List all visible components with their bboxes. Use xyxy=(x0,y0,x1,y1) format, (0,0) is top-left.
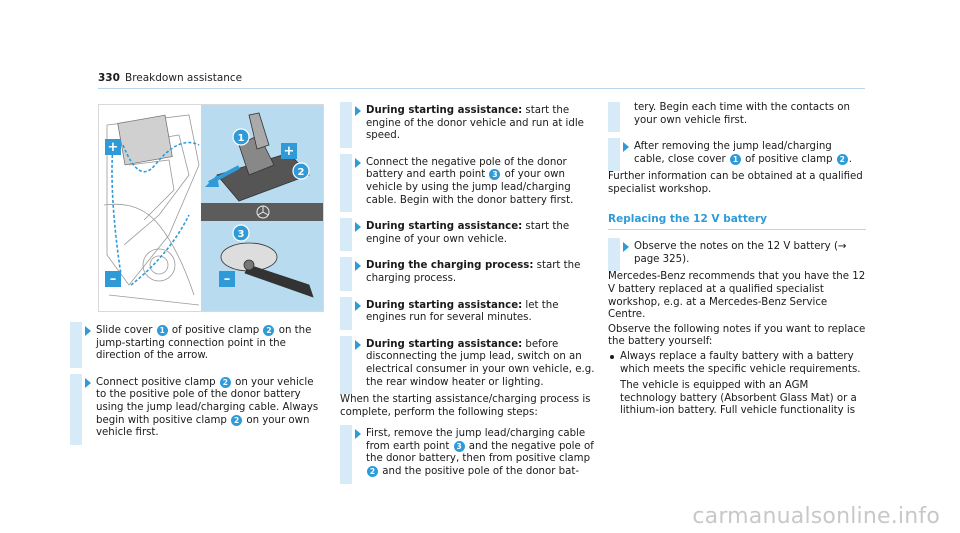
bullet-sub-paragraph: The vehicle is equipped with an AGM technology battery (Absorbent Glass Mat) or a lithium-ion battery. Full vehicle functionality is xyxy=(620,380,857,417)
paragraph: When the starting assistance/charging process is complete, perform the following steps: xyxy=(340,394,591,418)
step-arrow-icon xyxy=(355,106,361,116)
column-left xyxy=(70,322,324,445)
column-right xyxy=(608,102,866,418)
step-bar xyxy=(70,322,82,368)
minus-tag-left: – xyxy=(109,272,117,287)
callout-badge: 2 xyxy=(220,377,231,388)
callout-badge: 2 xyxy=(231,415,242,426)
step-arrow-icon xyxy=(355,261,361,271)
step-arrow-icon xyxy=(623,142,629,152)
step-bar xyxy=(608,102,620,132)
page-header xyxy=(98,72,865,88)
step-bar xyxy=(608,138,620,171)
section-title: Breakdown assistance xyxy=(125,72,243,84)
step-bar xyxy=(340,102,352,148)
step-bar xyxy=(70,374,82,445)
plus-tag-left: + xyxy=(107,140,119,155)
section-heading: Replacing the 12 V battery xyxy=(608,213,866,231)
step-bar xyxy=(340,218,352,251)
page-number: 330 xyxy=(98,72,120,84)
instruction-step: First, remove the jump lead/charging cable from earth point 3 and the negative pole of the donor battery, then from positive clamp 2 and the positive pole of the donor bat- xyxy=(340,425,602,483)
instruction-step: Slide cover 1 of positive clamp 2 on the jump-starting connection point in the direction of the arrow. xyxy=(70,322,324,368)
column-middle xyxy=(340,102,602,484)
minus-tag-right: – xyxy=(223,272,231,287)
step-arrow-icon xyxy=(355,222,361,232)
instruction-step: During the charging process: start the charging process. xyxy=(340,257,602,290)
step-arrow-icon xyxy=(355,158,361,168)
instruction-step: During starting assistance: start the engine of the donor vehicle and run at idle speed. xyxy=(340,102,602,148)
callout-badge: 1 xyxy=(157,325,168,336)
instruction-step-continued: tery. Begin each time with the contacts on your own vehicle first. xyxy=(608,102,866,132)
callout-badge: 3 xyxy=(489,169,500,180)
bullet-item: Always replace a faulty battery with a battery which meets the specific vehicle requirements. xyxy=(608,351,866,376)
callout-3: 3 xyxy=(237,229,245,240)
watermark: carmanualsonline.info xyxy=(692,504,940,529)
step-bar xyxy=(340,257,352,290)
callout-badge: 2 xyxy=(367,466,378,477)
callout-1: 1 xyxy=(237,133,245,144)
step-arrow-icon xyxy=(623,242,629,252)
step-bar xyxy=(340,425,352,483)
step-bar xyxy=(608,238,620,271)
callout-badge: 2 xyxy=(837,154,848,165)
paragraph: Mercedes-Benz recommends that you have the 12 V battery replaced at a qualified specialist workshop, e.g. at a Mercedes-Benz Service Centre. xyxy=(608,271,866,321)
step-arrow-icon xyxy=(355,429,361,439)
step-arrow-icon xyxy=(85,326,91,336)
instruction-step: Connect positive clamp 2 on your vehicle to the positive pole of the donor battery using the jump lead/charging cable. Always begin with positive clamp 2 on your own vehicle first. xyxy=(70,374,324,445)
header-divider xyxy=(98,88,865,89)
plus-tag-right: + xyxy=(283,144,295,159)
step-arrow-icon xyxy=(355,301,361,311)
paragraph: Further information can be obtained at a qualified specialist workshop. xyxy=(608,171,863,195)
step-arrow-icon xyxy=(85,378,91,388)
callout-badge: 2 xyxy=(263,325,274,336)
instruction-step: Connect the negative pole of the donor battery and earth point 3 of your own vehicle by using the jump lead/charging cable. Begin with the donor battery first. xyxy=(340,154,602,212)
instruction-step: During starting assistance: let the engines run for several minutes. xyxy=(340,297,602,330)
engine-bay-illustration xyxy=(98,104,324,312)
paragraph: Observe the following notes if you want to replace the battery yourself: xyxy=(608,323,866,348)
instruction-step: During starting assistance: start the engine of your own vehicle. xyxy=(340,218,602,251)
callout-badge: 3 xyxy=(454,441,465,452)
instruction-step: After removing the jump lead/charging cable, close cover 1 of positive clamp 2 . xyxy=(608,138,866,171)
instruction-step: During starting assistance: before disconnecting the jump lead, switch on an electrical consumer in your own vehicle, e.g. the rear window heater or lighting. xyxy=(340,336,602,394)
callout-2: 2 xyxy=(297,167,305,178)
step-bar xyxy=(340,336,352,394)
step-bar xyxy=(340,154,352,212)
step-bar xyxy=(340,297,352,330)
instruction-step: Observe the notes on the 12 V battery (→ page 325). xyxy=(608,238,866,271)
callout-badge: 1 xyxy=(730,154,741,165)
step-arrow-icon xyxy=(355,340,361,350)
